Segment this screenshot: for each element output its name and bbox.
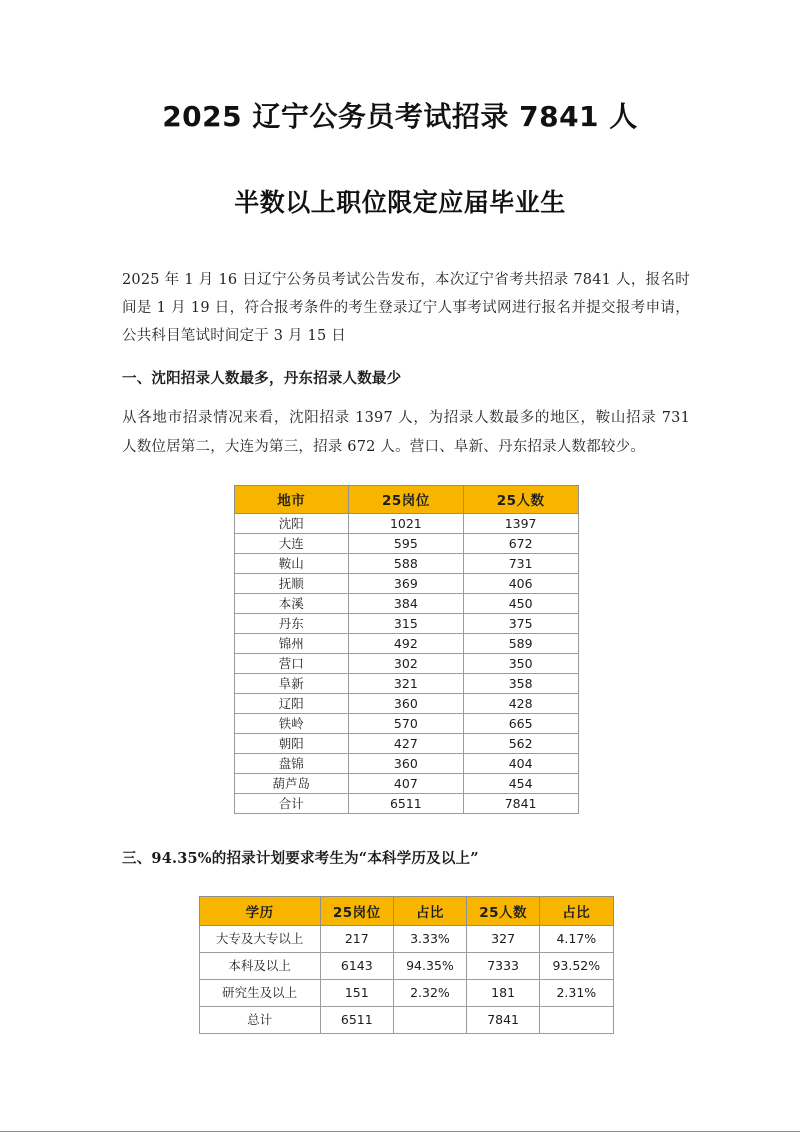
table-row: [199, 1007, 613, 1034]
table-cell: 588: [348, 553, 463, 573]
table-cell: 589: [463, 633, 578, 653]
table-cell: 7333: [467, 953, 540, 980]
table-cell: 427: [348, 733, 463, 753]
cities-col-header-posts: 25岗位: [348, 485, 463, 513]
education-table-zone: [122, 884, 690, 1034]
table-cell: 盘锦: [234, 753, 348, 773]
table-cell: 营口: [234, 653, 348, 673]
cities-table-zone: [122, 471, 690, 814]
table-cell: 360: [348, 693, 463, 713]
table-cell: 93.52%: [540, 953, 613, 980]
table-cell: 7841: [467, 1007, 540, 1034]
cities-col-header-people: 25人数: [463, 485, 578, 513]
table-cell: 4.17%: [540, 926, 613, 953]
table-cell: 沈阳: [234, 513, 348, 533]
education-table-body: [199, 926, 613, 1034]
table-cell: 2.31%: [540, 980, 613, 1007]
table-cell: 350: [463, 653, 578, 673]
table-cell: 562: [463, 733, 578, 753]
table-row: [234, 653, 578, 673]
page-subtitle: 半数以上职位限定应届毕业生: [234, 188, 566, 217]
table-cell: 384: [348, 593, 463, 613]
table-cell: 360: [348, 753, 463, 773]
section-one-paragraph: 从各地市招录情况来看，沈阳招录 1397 人，为招录人数最多的地区，鞍山招录 731 人数位居第二，大连为第三，招录 672 人。营口、阜新、丹东招录人数都较少。: [122, 410, 690, 455]
table-cell: 研究生及以上: [199, 980, 320, 1007]
table-cell: 454: [463, 773, 578, 793]
edu-col-header-posts: 25岗位: [320, 897, 393, 926]
table-row: [234, 753, 578, 773]
table-cell: 铁岭: [234, 713, 348, 733]
table-row: [199, 953, 613, 980]
table-cell: 抚顺: [234, 573, 348, 593]
table-cell: 6143: [320, 953, 393, 980]
section-three-heading: 三、94.35%的招录计划要求考生为“本科学历及以上”: [122, 849, 479, 867]
table-cell: 6511: [320, 1007, 393, 1034]
table-cell: 407: [348, 773, 463, 793]
table-row: [234, 713, 578, 733]
education-table-head: [199, 897, 613, 926]
table-cell: 672: [463, 533, 578, 553]
page-title: 2025 辽宁公务员考试招录 7841 人: [162, 100, 638, 133]
edu-col-header-level: 学历: [199, 897, 320, 926]
cities-table: [234, 485, 579, 814]
table-row: [234, 673, 578, 693]
table-cell: 鞍山: [234, 553, 348, 573]
table-cell: 阜新: [234, 673, 348, 693]
education-header-row: [199, 897, 613, 926]
table-row: [199, 926, 613, 953]
table-cell: 151: [320, 980, 393, 1007]
edu-col-header-pct1: 占比: [393, 897, 466, 926]
document-body: [0, 266, 800, 1035]
table-cell: 94.35%: [393, 953, 466, 980]
table-row: [234, 553, 578, 573]
table-cell: 本科及以上: [199, 953, 320, 980]
table-cell: 葫芦岛: [234, 773, 348, 793]
table-cell: 合计: [234, 793, 348, 813]
education-table: [199, 896, 614, 1034]
table-row: [234, 533, 578, 553]
table-row: [234, 513, 578, 533]
table-row: [234, 733, 578, 753]
table-cell: 辽阳: [234, 693, 348, 713]
cities-col-header-city: 地市: [234, 485, 348, 513]
cities-table-body: [234, 513, 578, 813]
table-cell: 315: [348, 613, 463, 633]
edu-col-header-pct2: 占比: [540, 897, 613, 926]
table-row: [234, 693, 578, 713]
table-cell: 302: [348, 653, 463, 673]
cities-header-row: [234, 485, 578, 513]
table-cell: 450: [463, 593, 578, 613]
table-cell: 570: [348, 713, 463, 733]
table-cell: 1021: [348, 513, 463, 533]
table-cell: 大专及大专以上: [199, 926, 320, 953]
table-cell: 731: [463, 553, 578, 573]
table-cell: 2.32%: [393, 980, 466, 1007]
table-cell: 1397: [463, 513, 578, 533]
table-row: [234, 773, 578, 793]
table-cell: [540, 1007, 613, 1034]
section-three-block: [122, 846, 690, 1034]
table-cell: 丹东: [234, 613, 348, 633]
table-row: [234, 633, 578, 653]
table-cell: 朝阳: [234, 733, 348, 753]
table-cell: 总计: [199, 1007, 320, 1034]
title-block: [0, 0, 800, 222]
table-cell: 7841: [463, 793, 578, 813]
table-cell: 大连: [234, 533, 348, 553]
table-cell: 3.33%: [393, 926, 466, 953]
table-row: [199, 980, 613, 1007]
table-row: [234, 613, 578, 633]
table-row: [234, 573, 578, 593]
table-cell: 404: [463, 753, 578, 773]
table-cell: 428: [463, 693, 578, 713]
table-cell: 406: [463, 573, 578, 593]
intro-paragraph: 2025 年 1 月 16 日辽宁公务员考试公告发布，本次辽宁省考共招录 7841 人，报名时间是 1 月 19 日，符合报考条件的考生登录辽宁人事考试网进行报名并提交报考申请，公共科目笔试时间定于 3 月 15 日: [122, 271, 690, 345]
cities-table-head: [234, 485, 578, 513]
table-cell: 181: [467, 980, 540, 1007]
table-cell: 492: [348, 633, 463, 653]
table-cell: 665: [463, 713, 578, 733]
table-cell: 锦州: [234, 633, 348, 653]
table-cell: 321: [348, 673, 463, 693]
table-cell: 本溪: [234, 593, 348, 613]
table-cell: 358: [463, 673, 578, 693]
section-one-heading: 一、沈阳招录人数最多，丹东招录人数最少: [122, 370, 402, 388]
table-row: [234, 793, 578, 813]
table-cell: 6511: [348, 793, 463, 813]
table-cell: 595: [348, 533, 463, 553]
table-cell: 369: [348, 573, 463, 593]
edu-col-header-people: 25人数: [467, 897, 540, 926]
table-cell: 217: [320, 926, 393, 953]
table-cell: [393, 1007, 466, 1034]
table-cell: 375: [463, 613, 578, 633]
table-row: [234, 593, 578, 613]
table-cell: 327: [467, 926, 540, 953]
